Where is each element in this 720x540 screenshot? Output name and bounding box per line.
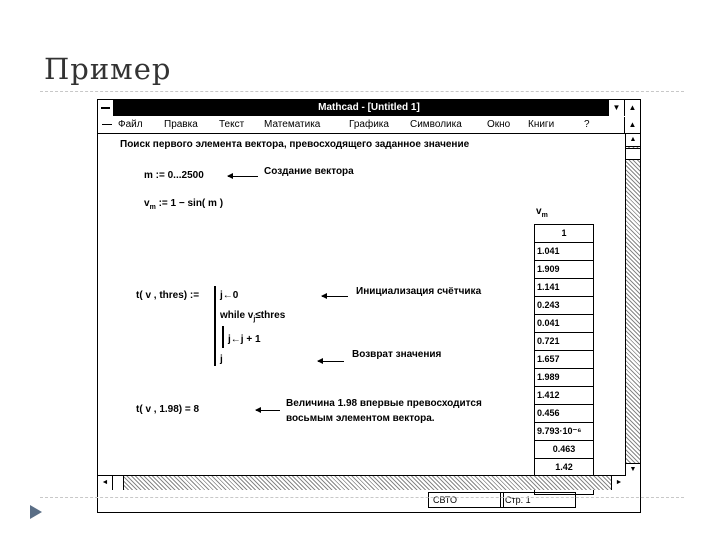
vector-expression: := 1 − sin( m ) — [158, 198, 224, 209]
menu-item-symbolics[interactable]: Символика — [410, 119, 462, 130]
table-cell: 9.793·10⁻⁶ — [535, 423, 593, 441]
window-titlebar[interactable] — [98, 100, 640, 116]
while-keyword: while v — [220, 310, 254, 321]
maximize-button[interactable]: ▲ — [624, 100, 640, 116]
table-cell: 0.041 — [535, 315, 593, 333]
init-expression[interactable]: j←0 — [220, 290, 239, 301]
loop-bar — [222, 326, 224, 348]
menu-item-books[interactable]: Книги — [528, 119, 555, 130]
table-cell: 0.243 — [535, 297, 593, 315]
table-cell: 1.141 — [535, 279, 593, 297]
table-cell: 0.721 — [535, 333, 593, 351]
range-note: Создание вектора — [264, 166, 354, 177]
table-header-subscript: m — [541, 212, 548, 219]
table-cell: 1.041 — [535, 243, 593, 261]
table-cell: 1.412 — [535, 387, 593, 405]
menu-item-window[interactable]: Окно — [487, 119, 511, 130]
horizontal-scrollbar[interactable] — [98, 475, 626, 490]
table-cell: 0.463 — [535, 441, 593, 459]
program-bar — [214, 286, 216, 366]
table-header — [536, 206, 548, 219]
while-statement[interactable] — [220, 310, 285, 323]
call-arrow — [256, 410, 280, 411]
scroll-up-button[interactable]: ▲ — [626, 134, 640, 147]
while-subscript: j — [253, 316, 256, 323]
status-page: Стр. 1 — [500, 492, 576, 508]
worksheet[interactable] — [98, 134, 624, 474]
menu-bar — [98, 117, 640, 134]
return-variable[interactable]: j — [220, 354, 223, 365]
vector-table[interactable] — [534, 224, 594, 495]
vertical-scrollbar[interactable] — [625, 134, 640, 476]
while-condition: ≤thres — [255, 310, 286, 321]
divider-top — [40, 91, 684, 92]
table-cell: 0.456 — [535, 405, 593, 423]
divider-bottom — [40, 497, 684, 498]
menu-item-file[interactable]: Файл — [118, 119, 143, 130]
slide-title: Пример — [44, 52, 172, 86]
vector-name: v — [144, 198, 150, 209]
range-definition[interactable]: m := 0...2500 — [144, 170, 204, 181]
status-bar — [98, 490, 640, 512]
table-header-name: v — [536, 206, 542, 217]
function-call[interactable]: t( v , 1.98) = 8 — [136, 404, 200, 415]
window-title: Mathcad - [Untitled 1] — [318, 102, 420, 113]
vector-definition[interactable] — [144, 198, 223, 211]
worksheet-header: Поиск первого элемента вектора, превосходящего заданное значение — [120, 139, 470, 150]
menu-item-graphics[interactable]: Графика — [349, 119, 389, 130]
table-cell: 1.657 — [535, 351, 593, 369]
horizontal-scroll-thumb[interactable] — [112, 476, 124, 490]
function-definition[interactable]: t( v , thres) := — [136, 290, 200, 301]
table-cell: 1 — [535, 225, 593, 243]
table-cell: 1.909 — [535, 261, 593, 279]
init-arrow — [322, 296, 348, 297]
restore-button[interactable]: ▲ — [624, 117, 640, 133]
scroll-down-button[interactable]: ▼ — [626, 463, 640, 476]
table-cell: 1.989 — [535, 369, 593, 387]
call-note-line1: Величина 1.98 впервые превосходится — [286, 398, 482, 409]
call-note-line2: восьмым элементом вектора. — [286, 413, 435, 424]
doc-system-menu-icon[interactable]: — — [102, 119, 112, 130]
return-arrow — [318, 361, 344, 362]
init-note: Инициализация счётчика — [356, 286, 482, 297]
menu-item-help[interactable]: ? — [584, 119, 590, 130]
scroll-left-button[interactable]: ◄ — [98, 476, 113, 490]
menu-item-math[interactable]: Математика — [264, 119, 321, 130]
vector-subscript: m — [149, 204, 156, 211]
menu-item-edit[interactable]: Правка — [164, 119, 198, 130]
scroll-right-button[interactable]: ► — [611, 476, 626, 490]
bullet-arrow-icon — [30, 505, 42, 519]
minimize-button[interactable]: ▼ — [608, 100, 624, 116]
vertical-scroll-thumb[interactable] — [626, 148, 640, 160]
status-mode: СВТО — [428, 492, 504, 508]
increment-expression[interactable]: j←j + 1 — [228, 334, 261, 345]
mathcad-window[interactable] — [97, 99, 641, 513]
table-cell: 1.42 — [535, 459, 593, 477]
menu-item-text[interactable]: Текст — [219, 119, 245, 130]
return-note: Возврат значения — [352, 349, 442, 360]
range-arrow — [228, 176, 258, 177]
